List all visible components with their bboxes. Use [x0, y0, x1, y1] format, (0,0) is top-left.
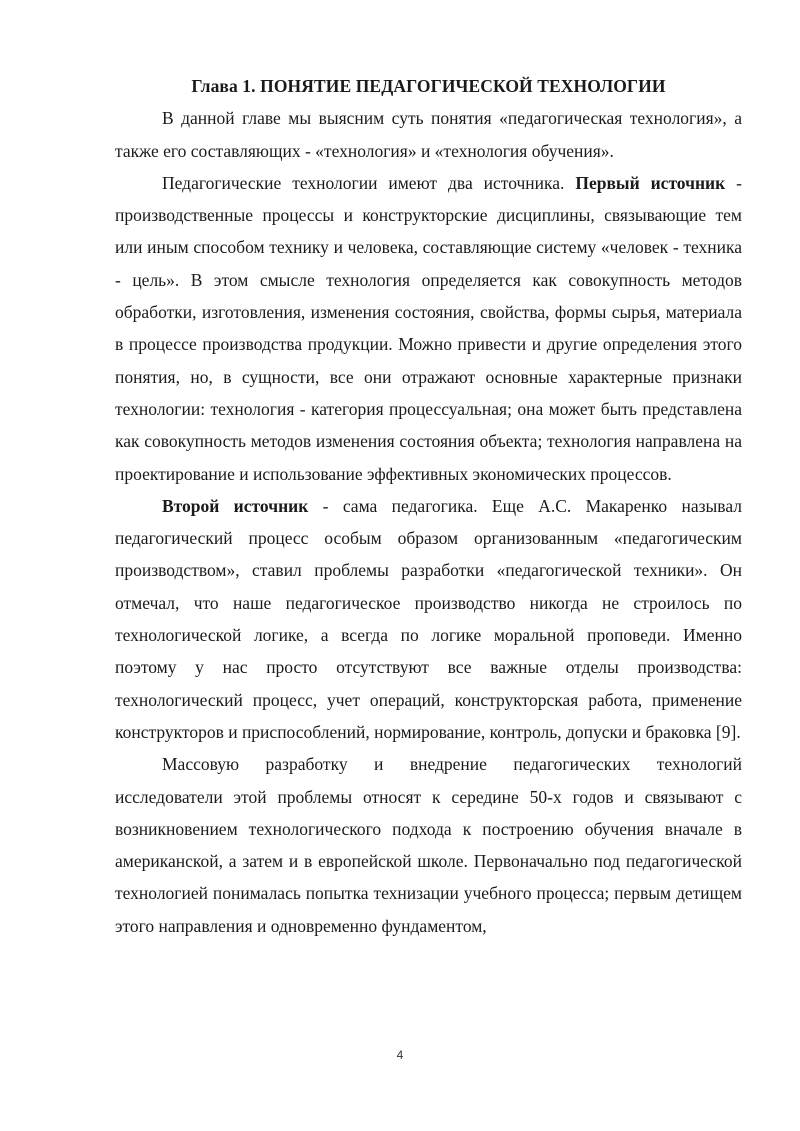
paragraph-first-source: [115, 167, 742, 490]
second-source-text: - сама педагогика. Еще А.С. Макаренко называл педагогический процесс особым образом организованным «педагогическим производством», ставил проблемы разработки «педагогической техники». Он отмечал, что наше педагогическое производство никогда не строилось по технологической логике, а всегда по логике моральной проповеди. Именно поэтому у нас просто отсутствуют все важные отделы производства: технологический процесс, учет операций, конструкторская работа, применение конструкторов и приспособлений, нормирование, контроль, допуски и браковка [9].: [115, 495, 742, 742]
first-source-lead: Педагогические технологии имеют два источника.: [162, 172, 576, 193]
first-source-text: - производственные процессы и конструкторские дисциплины, связывающие тем или иным способом технику и человека, составляющие систему «человек - техника - цель». В этом смысле технология определяется как совокупность методов обработки, изготовления, изменения состояния, свойства, формы сырья, материала в процессе производства продукции. Можно привести и другие определения этого понятия, но, в сущности, все они отражают основные характерные признаки технологии: технология - категория процессуальная; она может быть представлена как совокупность методов изменения состояния объекта; технология направлена на проектирование и использование эффективных экономических процессов.: [115, 172, 742, 484]
chapter-title: Глава 1. ПОНЯТИЕ ПЕДАГОГИЧЕСКОЙ ТЕХНОЛОГИИ: [191, 76, 666, 96]
paragraph-second-source: [115, 490, 742, 748]
paragraph-intro: В данной главе мы выясним суть понятия «педагогическая технология», а также его составляющих - «технология» и «технология обучения».: [115, 108, 742, 161]
paragraph-mass-development: Массовую разработку и внедрение педагогических технологий исследователи этой проблемы относят к середине 50-х годов и связывают с возникновением технологического подхода к построению обучения вначале в американской, а затем и в европейской школе. Первоначально под педагогической технологией понималась попытка технизации учебного процесса; первым детищем этого направления и одновременно фундаментом,: [115, 754, 742, 936]
first-source-heading: Первый источник: [575, 172, 726, 193]
document-page: [115, 70, 742, 942]
second-source-heading: Второй источник: [162, 495, 309, 516]
page-number: 4: [396, 1048, 404, 1062]
